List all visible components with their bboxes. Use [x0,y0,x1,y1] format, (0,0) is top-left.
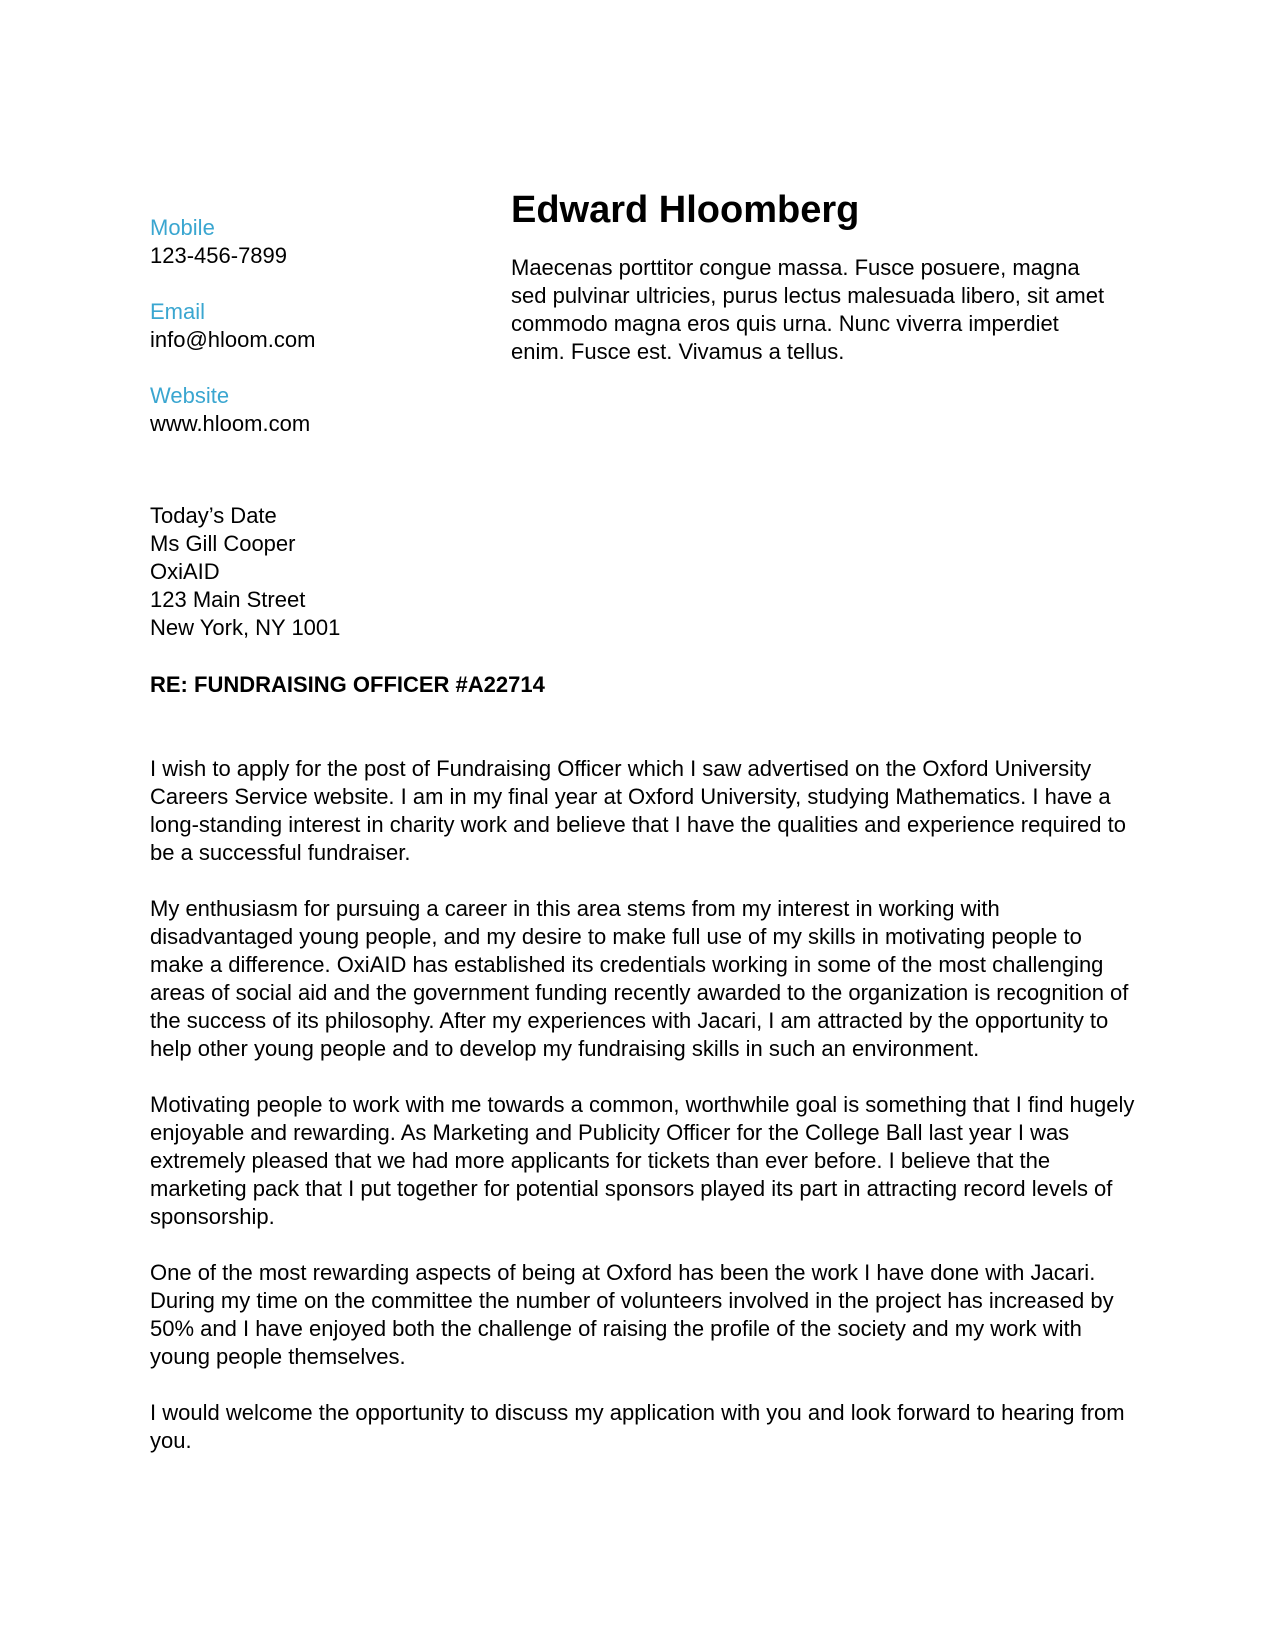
subject-line: RE: FUNDRAISING OFFICER #A22714 [150,672,545,697]
recipient-block [150,502,340,642]
mobile-value: 123-456-7899 [150,243,288,268]
recipient-city: New York, NY 1001 [150,615,341,640]
body-paragraph: My enthusiasm for pursuing a career in this area stems from my interest in working with disadvantaged young people, and my desire to make full use of my skills in motivating people to make a difference. OxiAID has established its credentials working in some of the most challenging areas of social aid and the government funding recently awarded to the organization is recognition of the success of its philosophy. After my experiences with Jacari, I am attracted by the opportunity to help other young people and to develop my fundraising skills in such an environment. [150,896,1129,1061]
header-block [511,186,1131,366]
contact-email [150,298,480,354]
mobile-label: Mobile [150,215,215,240]
letter-date: Today’s Date [150,503,277,528]
email-label: Email [150,299,206,324]
letter-body [150,755,1135,1483]
contact-mobile [150,214,480,270]
recipient-name: Ms Gill Cooper [150,531,296,556]
body-paragraph: Motivating people to work with me towards a common, worthwhile goal is something that I find hugely enjoyable and rewarding. As Marketing and Publicity Officer for the College Ball last year I was extremely pleased that we had more applicants for tickets than ever before. I believe that the marketing pack that I put together for potential sponsors played its part in attracting record levels of sponsorship. [150,1092,1135,1229]
email-value: info@hloom.com [150,327,316,352]
website-value: www.hloom.com [150,411,311,436]
contact-website [150,382,480,438]
recipient-company: OxiAID [150,559,220,584]
recipient-street: 123 Main Street [150,587,306,612]
summary-text: Maecenas porttitor congue massa. Fusce posuere, magna sed pulvinar ultricies, purus lectus malesuada libero, sit amet commodo magna eros quis urna. Nunc viverra imperdiet enim. Fusce est. Vivamus a tellus. [511,255,1105,364]
website-label: Website [150,383,230,408]
applicant-name: Edward Hloomberg [511,189,860,231]
contact-block [150,214,480,466]
body-paragraph: One of the most rewarding aspects of being at Oxford has been the work I have done with Jacari. During my time on the committee the number of volunteers involved in the project has increased by 50% and I have enjoyed both the challenge of raising the profile of the society and my work with young people themselves. [150,1260,1114,1369]
body-paragraph: I wish to apply for the post of Fundraising Officer which I saw advertised on the Oxford University Careers Service website. I am in my final year at Oxford University, studying Mathematics. I have a long-standing interest in charity work and believe that I have the qualities and experience required to be a successful fundraiser. [150,756,1126,865]
body-paragraph: I would welcome the opportunity to discuss my application with you and look forward to hearing from you. [150,1400,1125,1453]
